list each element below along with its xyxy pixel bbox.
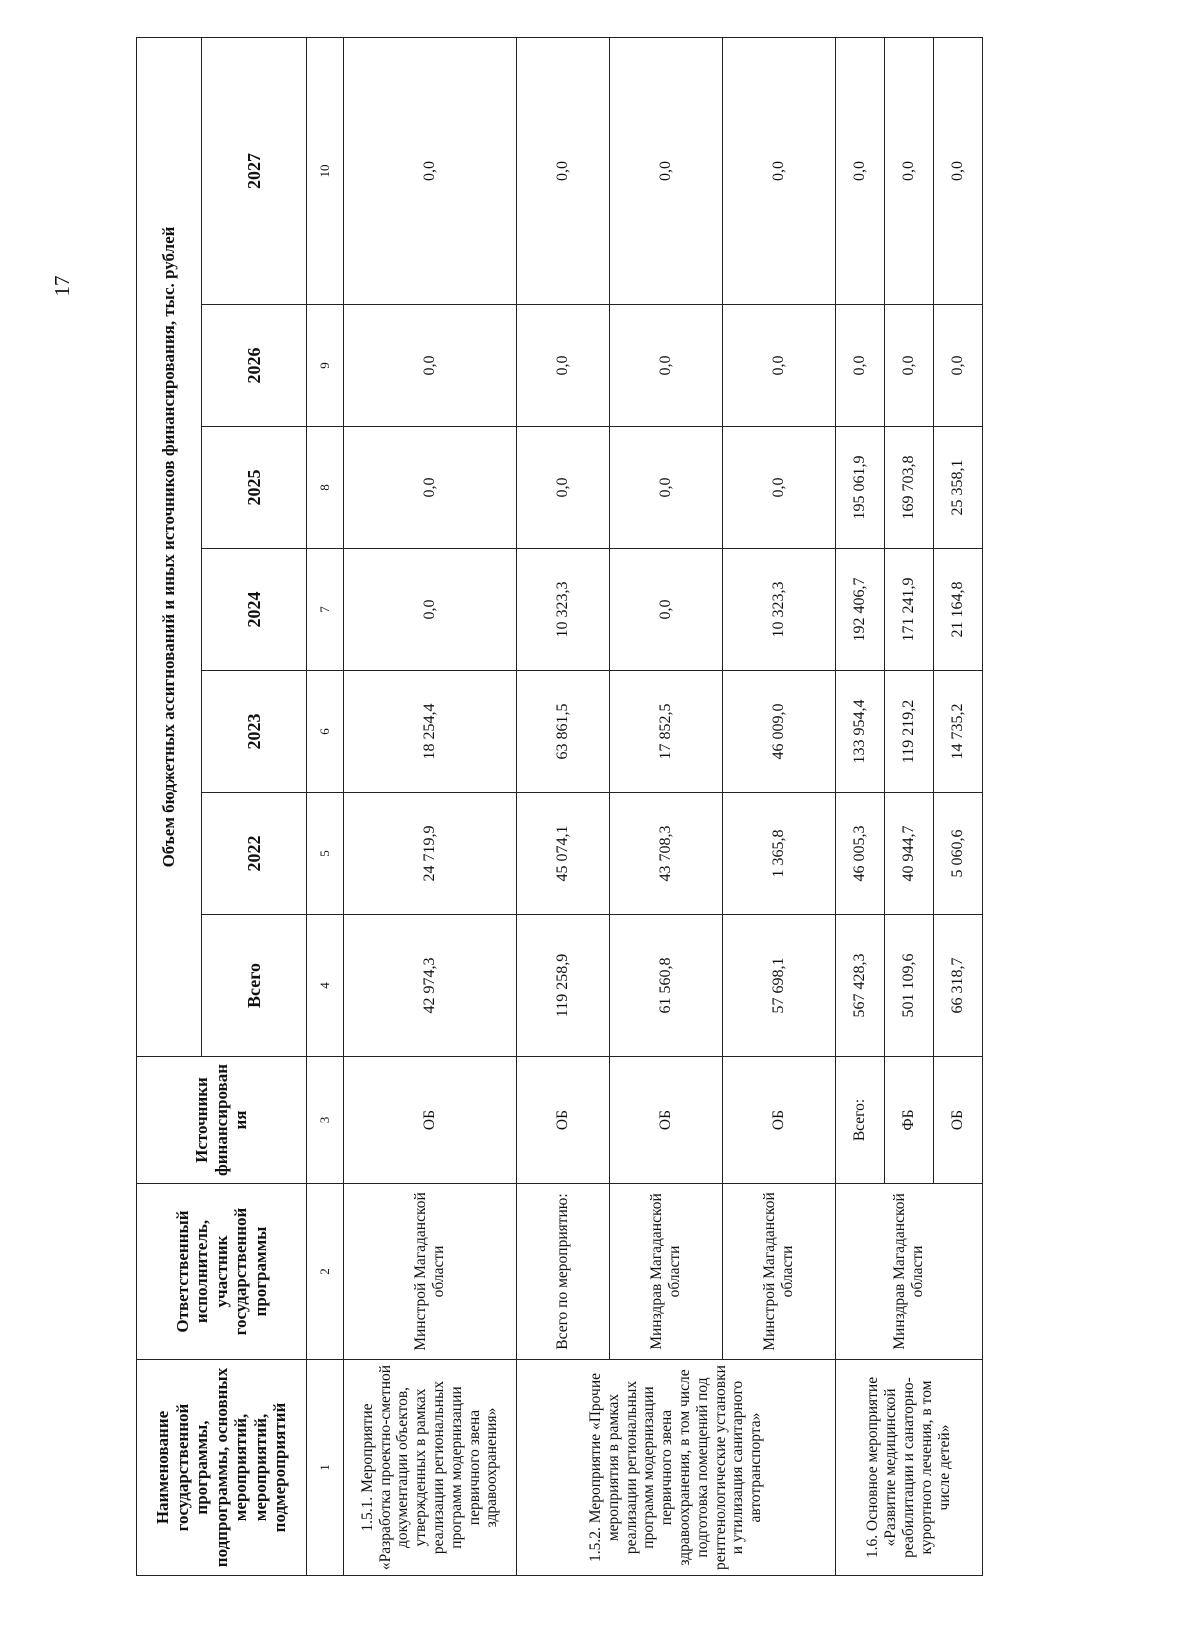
row-value: 10 323,3 (517, 549, 610, 671)
row-value: 0,0 (885, 37, 934, 304)
header-total: Всего (202, 915, 307, 1057)
row-responsible: Минздрав Магаданской области (610, 1184, 723, 1360)
page-number: 17 (50, 275, 74, 297)
row-value: 45 074,1 (517, 793, 610, 915)
row-value: 0,0 (344, 549, 517, 671)
row-value: 0,0 (517, 305, 610, 427)
table-row (836, 37, 885, 1575)
column-number: 8 (307, 427, 344, 549)
financing-table (136, 37, 983, 1576)
table-row (610, 37, 723, 1575)
row-value: 0,0 (836, 305, 885, 427)
row-value: 0,0 (723, 37, 836, 304)
row-value: 501 109,6 (885, 915, 934, 1057)
row-value: 0,0 (610, 37, 723, 304)
header-year: 2025 (202, 427, 307, 549)
column-number: 7 (307, 549, 344, 671)
row-responsible: Минздрав Магаданской области (836, 1184, 983, 1360)
row-value: 42 974,3 (344, 915, 517, 1057)
row-source: ОБ (723, 1057, 836, 1184)
row-value: 14 735,2 (934, 671, 983, 793)
row-value: 18 254,4 (344, 671, 517, 793)
row-value: 0,0 (344, 305, 517, 427)
row-source: ОБ (610, 1057, 723, 1184)
row-responsible: Минстрой Магаданской области (723, 1184, 836, 1360)
row-value: 0,0 (885, 305, 934, 427)
row-value: 0,0 (344, 427, 517, 549)
row-value: 0,0 (934, 305, 983, 427)
row-value: 0,0 (610, 427, 723, 549)
row-value: 57 698,1 (723, 915, 836, 1057)
row-value: 40 944,7 (885, 793, 934, 915)
row-value: 46 009,0 (723, 671, 836, 793)
column-number: 5 (307, 793, 344, 915)
row-value: 10 323,3 (723, 549, 836, 671)
header-year: 2022 (202, 793, 307, 915)
row-value: 66 318,7 (934, 915, 983, 1057)
row-source: ОБ (344, 1057, 517, 1184)
header-row (137, 37, 202, 1575)
header-year: 2023 (202, 671, 307, 793)
row-value: 171 241,9 (885, 549, 934, 671)
row-value: 0,0 (723, 305, 836, 427)
rotated-page (50, 38, 1042, 1576)
row-value: 21 164,8 (934, 549, 983, 671)
row-value: 43 708,3 (610, 793, 723, 915)
row-responsible: Всего по мероприятию: (517, 1184, 610, 1360)
row-value: 567 428,3 (836, 915, 885, 1057)
row-value: 0,0 (723, 427, 836, 549)
column-number: 1 (307, 1360, 344, 1576)
row-name: 1.5.1. Мероприятие «Разработка проектно-сметной документации объектов, утвержденных в рамках реализации региональных программ модернизации первичного звена здравоохранения» (344, 1360, 517, 1576)
row-value: 25 358,1 (934, 427, 983, 549)
row-name: 1.6. Основное мероприятие «Развитие медицинской реабилитации и санаторно-курортного лечения, в том числе детей» (836, 1360, 983, 1576)
row-value: 119 219,2 (885, 671, 934, 793)
row-source: ОБ (517, 1057, 610, 1184)
row-name: 1.5.2. Мероприятие «Прочие мероприятия в рамках реализации региональных программ модернизации первичного звена здравоохранения, в том числе подготовка помещений под рентгенологические установки и утилизация санитарного автотранспорта» (517, 1360, 836, 1576)
row-value: 61 560,8 (610, 915, 723, 1057)
header-volume: Объем бюджетных ассигнований и иных источников финансирования, тыс. рублей (137, 37, 202, 1056)
row-value: 24 719,9 (344, 793, 517, 915)
header-name: Наименование государственной программы, подпрограммы, основных мероприятий, мероприятий, подмероприятий (137, 1360, 307, 1576)
row-value: 0,0 (344, 37, 517, 304)
row-value: 0,0 (934, 37, 983, 304)
row-value: 1 365,8 (723, 793, 836, 915)
row-value: 133 954,4 (836, 671, 885, 793)
row-source: ОБ (934, 1057, 983, 1184)
row-value: 0,0 (517, 37, 610, 304)
row-value: 5 060,6 (934, 793, 983, 915)
row-value: 192 406,7 (836, 549, 885, 671)
column-number: 10 (307, 37, 344, 304)
row-source: ФБ (885, 1057, 934, 1184)
row-value: 0,0 (517, 427, 610, 549)
row-value: 17 852,5 (610, 671, 723, 793)
row-value: 0,0 (610, 549, 723, 671)
row-responsible: Минстрой Магаданской области (344, 1184, 517, 1360)
column-number: 4 (307, 915, 344, 1057)
header-responsible: Ответственный исполнитель, участник государственной программы (137, 1184, 307, 1360)
row-value: 195 061,9 (836, 427, 885, 549)
column-number: 2 (307, 1184, 344, 1360)
row-value: 0,0 (836, 37, 885, 304)
header-year: 2026 (202, 305, 307, 427)
column-number-row (307, 37, 344, 1575)
header-year: 2027 (202, 37, 307, 304)
table-row (517, 37, 610, 1575)
row-value: 46 005,3 (836, 793, 885, 915)
table-row (723, 37, 836, 1575)
column-number: 3 (307, 1057, 344, 1184)
row-source: Всего: (836, 1057, 885, 1184)
header-year: 2024 (202, 549, 307, 671)
row-value: 63 861,5 (517, 671, 610, 793)
row-value: 0,0 (610, 305, 723, 427)
column-number: 6 (307, 671, 344, 793)
header-sources: Источники финансирования (137, 1057, 307, 1184)
row-value: 169 703,8 (885, 427, 934, 549)
column-number: 9 (307, 305, 344, 427)
row-value: 119 258,9 (517, 915, 610, 1057)
table-row (344, 37, 517, 1575)
